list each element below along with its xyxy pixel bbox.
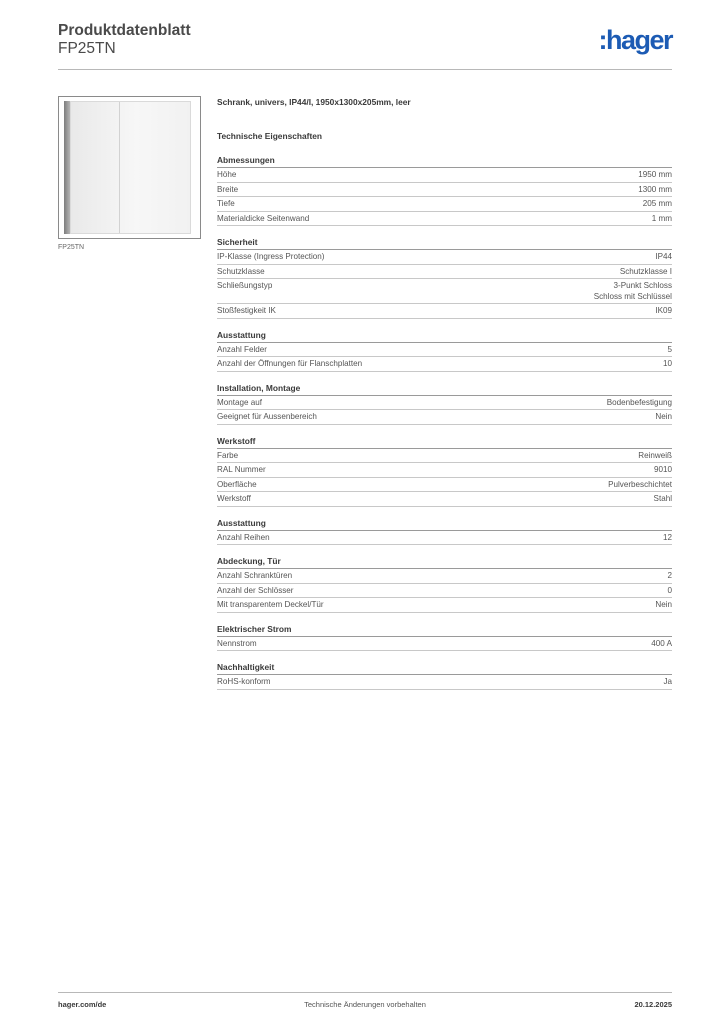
spec-value-line: 2	[667, 571, 672, 580]
spec-value	[638, 170, 672, 181]
spec-value	[652, 214, 672, 225]
spec-value-line: 1950 mm	[638, 170, 672, 179]
spec-value	[663, 533, 672, 544]
spec-label: Geeignet für Aussenbereich	[217, 412, 317, 421]
spec-value	[607, 398, 672, 409]
section-title: Sicherheit	[217, 236, 672, 250]
section-title: Installation, Montage	[217, 382, 672, 396]
spec-row	[217, 279, 672, 304]
spec-label: Schließungstyp	[217, 281, 273, 290]
page-footer	[58, 992, 672, 1014]
spec-value-line: 0	[667, 585, 672, 595]
spec-value	[651, 639, 672, 650]
section-title: Nachhaltigkeit	[217, 661, 672, 675]
spec-row	[217, 265, 672, 280]
spec-label: Montage auf	[217, 397, 262, 407]
spec-value-line: Schutzklasse I	[619, 266, 672, 276]
spec-value-line: Stahl	[653, 494, 672, 503]
spec-value-line: Ja	[663, 677, 672, 686]
spec-section	[217, 623, 672, 652]
spec-value	[654, 494, 672, 505]
spec-value-line: 10	[662, 359, 672, 368]
cabinet-front-panel	[70, 101, 191, 234]
spec-section	[217, 154, 672, 226]
spec-value-line: 400 A	[651, 638, 672, 648]
spec-section	[217, 435, 672, 507]
spec-value	[655, 412, 672, 423]
spec-value-line: Nein	[655, 600, 672, 609]
spec-value-line: IP44	[655, 252, 672, 261]
section-title: Abdeckung, Tür	[217, 555, 672, 569]
spec-label: Materialdicke Seitenwand	[217, 213, 310, 223]
spec-value	[638, 451, 672, 462]
spec-row	[217, 250, 672, 265]
spec-value-line: 12	[662, 532, 672, 542]
spec-label: Anzahl Reihen	[217, 532, 270, 542]
spec-row	[217, 478, 672, 493]
spec-row	[217, 357, 672, 372]
spec-row	[217, 197, 672, 212]
spec-row	[217, 212, 672, 227]
spec-section	[217, 382, 672, 425]
spec-value	[655, 252, 672, 263]
spec-row	[217, 584, 672, 599]
spec-sections	[217, 154, 672, 690]
section-title: Ausstattung	[217, 517, 672, 531]
hager-logo: :hager	[598, 25, 672, 55]
spec-value	[663, 359, 672, 370]
footer-website: hager.com/de	[58, 1000, 107, 1009]
technical-properties-heading: Technische Eigenschaften	[217, 131, 323, 141]
spec-value-line: Schloss mit Schlüssel	[593, 291, 672, 301]
section-title: Werkstoff	[217, 435, 672, 449]
spec-row	[217, 531, 672, 546]
spec-row	[217, 598, 672, 613]
product-code: FP25TN	[58, 40, 116, 57]
spec-value	[663, 677, 672, 688]
spec-row	[217, 637, 672, 652]
spec-value-line: 5	[667, 344, 672, 354]
product-image	[58, 96, 201, 239]
spec-section	[217, 555, 672, 613]
spec-row	[217, 463, 672, 478]
spec-row	[217, 492, 672, 507]
spec-row	[217, 449, 672, 464]
spec-value	[594, 281, 672, 302]
spec-label: Breite	[217, 184, 239, 194]
spec-value-line: Reinweiß	[638, 450, 672, 460]
spec-row	[217, 569, 672, 584]
spec-label: Anzahl Felder	[217, 344, 267, 354]
spec-label: IP-Klasse (Ingress Protection)	[217, 252, 325, 261]
image-caption: FP25TN	[58, 244, 85, 251]
spec-row	[217, 304, 672, 319]
spec-label: Anzahl Schranktüren	[217, 571, 293, 580]
spec-value-line: 205 mm	[642, 199, 672, 208]
section-title: Elektrischer Strom	[217, 623, 672, 637]
spec-value-line: Pulverbeschichtet	[608, 479, 672, 489]
product-details	[217, 96, 672, 690]
spec-value	[643, 199, 672, 210]
spec-label: Oberfläche	[217, 479, 257, 489]
spec-value	[667, 345, 672, 356]
page-header	[58, 22, 672, 70]
spec-value-line: 9010	[653, 465, 672, 474]
spec-value-line: 1300 mm	[638, 184, 672, 194]
document-title: Produktdatenblatt	[58, 22, 191, 39]
spec-value	[667, 571, 672, 582]
spec-value-line: Bodenbefestigung	[606, 397, 672, 407]
spec-row	[217, 343, 672, 358]
spec-label: Anzahl der Schlösser	[217, 585, 294, 595]
spec-value-line: 3-Punkt Schloss	[613, 281, 672, 290]
spec-row	[217, 396, 672, 411]
spec-label: Farbe	[217, 450, 239, 460]
footer-disclaimer: Technische Änderungen vorbehalten	[304, 1000, 426, 1009]
spec-row	[217, 183, 672, 198]
spec-value	[655, 306, 672, 317]
spec-label: Nennstrom	[217, 638, 257, 648]
spec-section	[217, 236, 672, 319]
spec-value	[608, 480, 672, 491]
spec-value	[638, 185, 672, 196]
spec-value	[620, 267, 672, 278]
spec-row	[217, 168, 672, 183]
spec-value	[667, 586, 672, 597]
spec-section	[217, 329, 672, 372]
spec-label: Tiefe	[217, 199, 235, 208]
spec-label: Anzahl der Öffnungen für Flanschplatten	[217, 359, 363, 368]
spec-label: Werkstoff	[217, 494, 251, 503]
spec-label: RoHS-konform	[217, 677, 271, 686]
spec-section	[217, 517, 672, 546]
spec-value	[655, 600, 672, 611]
section-title: Ausstattung	[217, 329, 672, 343]
footer-date: 20.12.2025	[634, 1000, 672, 1009]
spec-row	[217, 675, 672, 690]
spec-value-line: IK09	[655, 306, 672, 315]
product-description: Schrank, univers, IP44/I, 1950x1300x205mm, leer	[217, 97, 411, 107]
spec-label: Mit transparentem Deckel/Tür	[217, 600, 324, 609]
spec-section	[217, 661, 672, 690]
cabinet-door-split	[119, 102, 120, 233]
spec-label: Schutzklasse	[217, 266, 265, 276]
spec-value	[654, 465, 672, 476]
spec-value-line: 1 mm	[651, 213, 672, 223]
spec-label: RAL Nummer	[217, 465, 266, 474]
spec-row	[217, 410, 672, 425]
spec-label: Höhe	[217, 170, 237, 179]
spec-label: Stoßfestigkeit IK	[217, 306, 276, 315]
section-title: Abmessungen	[217, 154, 672, 168]
spec-value-line: Nein	[655, 412, 672, 421]
